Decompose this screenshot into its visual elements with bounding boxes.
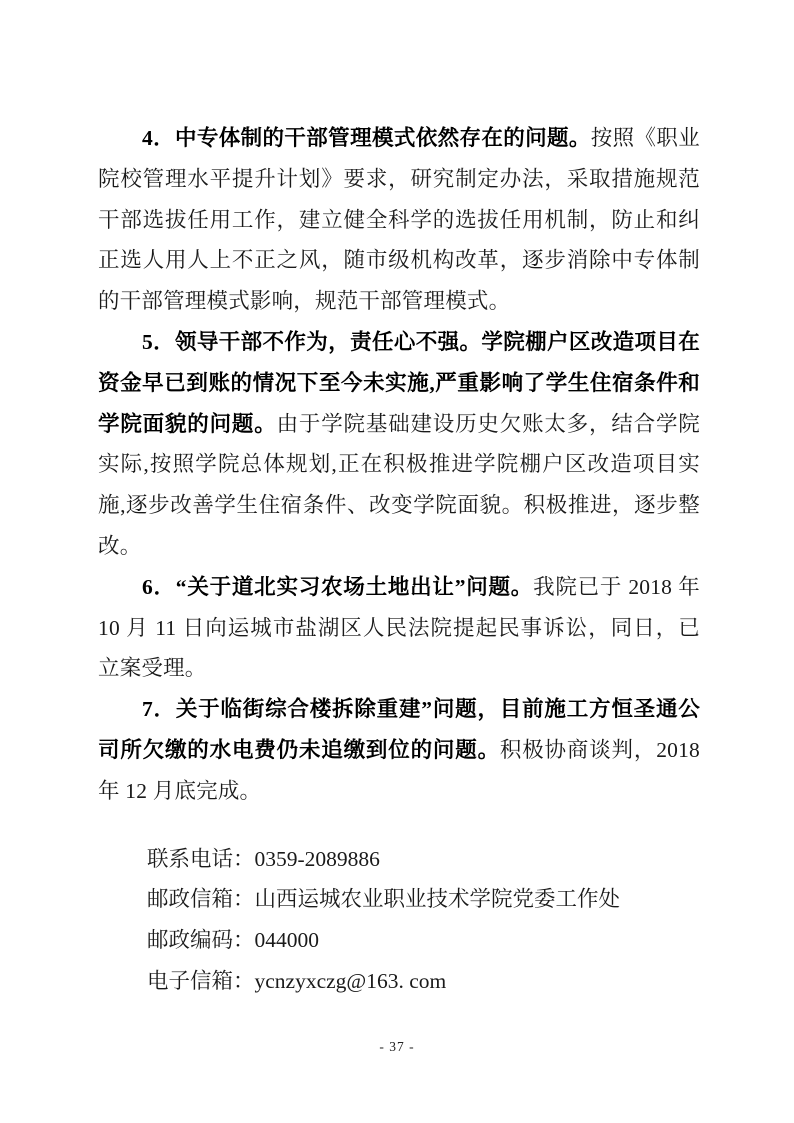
paragraph-7-body: 积极协商谈判，2018 年 12 月底完成。 bbox=[98, 737, 700, 803]
page-number: - 37 - bbox=[379, 1039, 415, 1054]
contact-mailbox-value: 山西运城农业职业技术学院党委工作处 bbox=[254, 887, 621, 912]
contact-email-value: ycnzyxczg@163. com bbox=[254, 968, 447, 993]
paragraph-5-body: 由于学院基础建设历史欠账太多，结合学院实际,按照学院总体规划,正在积极推进学院棚户区改造项目实施,逐步改善学生住宿条件、改变学院面貌。积极推进，逐步整改。 bbox=[98, 411, 700, 558]
contact-email-label: 电子信箱： bbox=[147, 968, 255, 993]
document-body bbox=[98, 118, 700, 1002]
contact-phone-value: 0359-2089886 bbox=[254, 846, 380, 871]
contact-postal-code-label: 邮政编码： bbox=[147, 928, 255, 953]
contact-line-postal-code bbox=[98, 920, 700, 961]
contact-line-email bbox=[98, 961, 700, 1002]
contact-line-mailbox bbox=[98, 879, 700, 920]
paragraph-4-body: 按照《职业院校管理水平提升计划》要求，研究制定办法，采取措施规范干部选拔任用工作，建立健全科学的选拔任用机制，防止和纠正选人用人上不正之风，随市级机构改革，逐步消除中专体制的干部管理模式影响，规范干部管理模式。 bbox=[98, 126, 700, 314]
contact-line-phone bbox=[98, 839, 700, 880]
paragraph-5 bbox=[98, 322, 700, 567]
contact-block bbox=[98, 839, 700, 1002]
paragraph-5-lead: 5．领导干部不作为，责任心不强。学院棚户区改造项目在资金早已到账的情况下至今未实施,严重影响了学生住宿条件和学院面貌的问题。 bbox=[98, 329, 700, 436]
paragraph-4 bbox=[98, 118, 700, 322]
contact-phone-label: 联系电话： bbox=[147, 846, 255, 871]
paragraph-4-lead: 4．中专体制的干部管理模式依然存在的问题。 bbox=[142, 126, 591, 150]
paragraph-7-lead: 7．关于临街综合楼拆除重建”问题，目前施工方恒圣通公司所欠缴的水电费仍未追缴到位的问题。 bbox=[98, 697, 700, 762]
contact-postal-code-value: 044000 bbox=[254, 928, 320, 953]
paragraph-7 bbox=[98, 689, 700, 811]
paragraph-6-lead: 6．“关于道北实习农场土地出让”问题。 bbox=[142, 574, 534, 599]
paragraph-6-body: 我院已于 2018 年 10 月 11 日向运城市盐湖区人民法院提起民事诉讼，同日，已立案受理。 bbox=[98, 574, 700, 681]
contact-mailbox-label: 邮政信箱： bbox=[147, 887, 255, 912]
paragraph-6 bbox=[98, 567, 700, 689]
